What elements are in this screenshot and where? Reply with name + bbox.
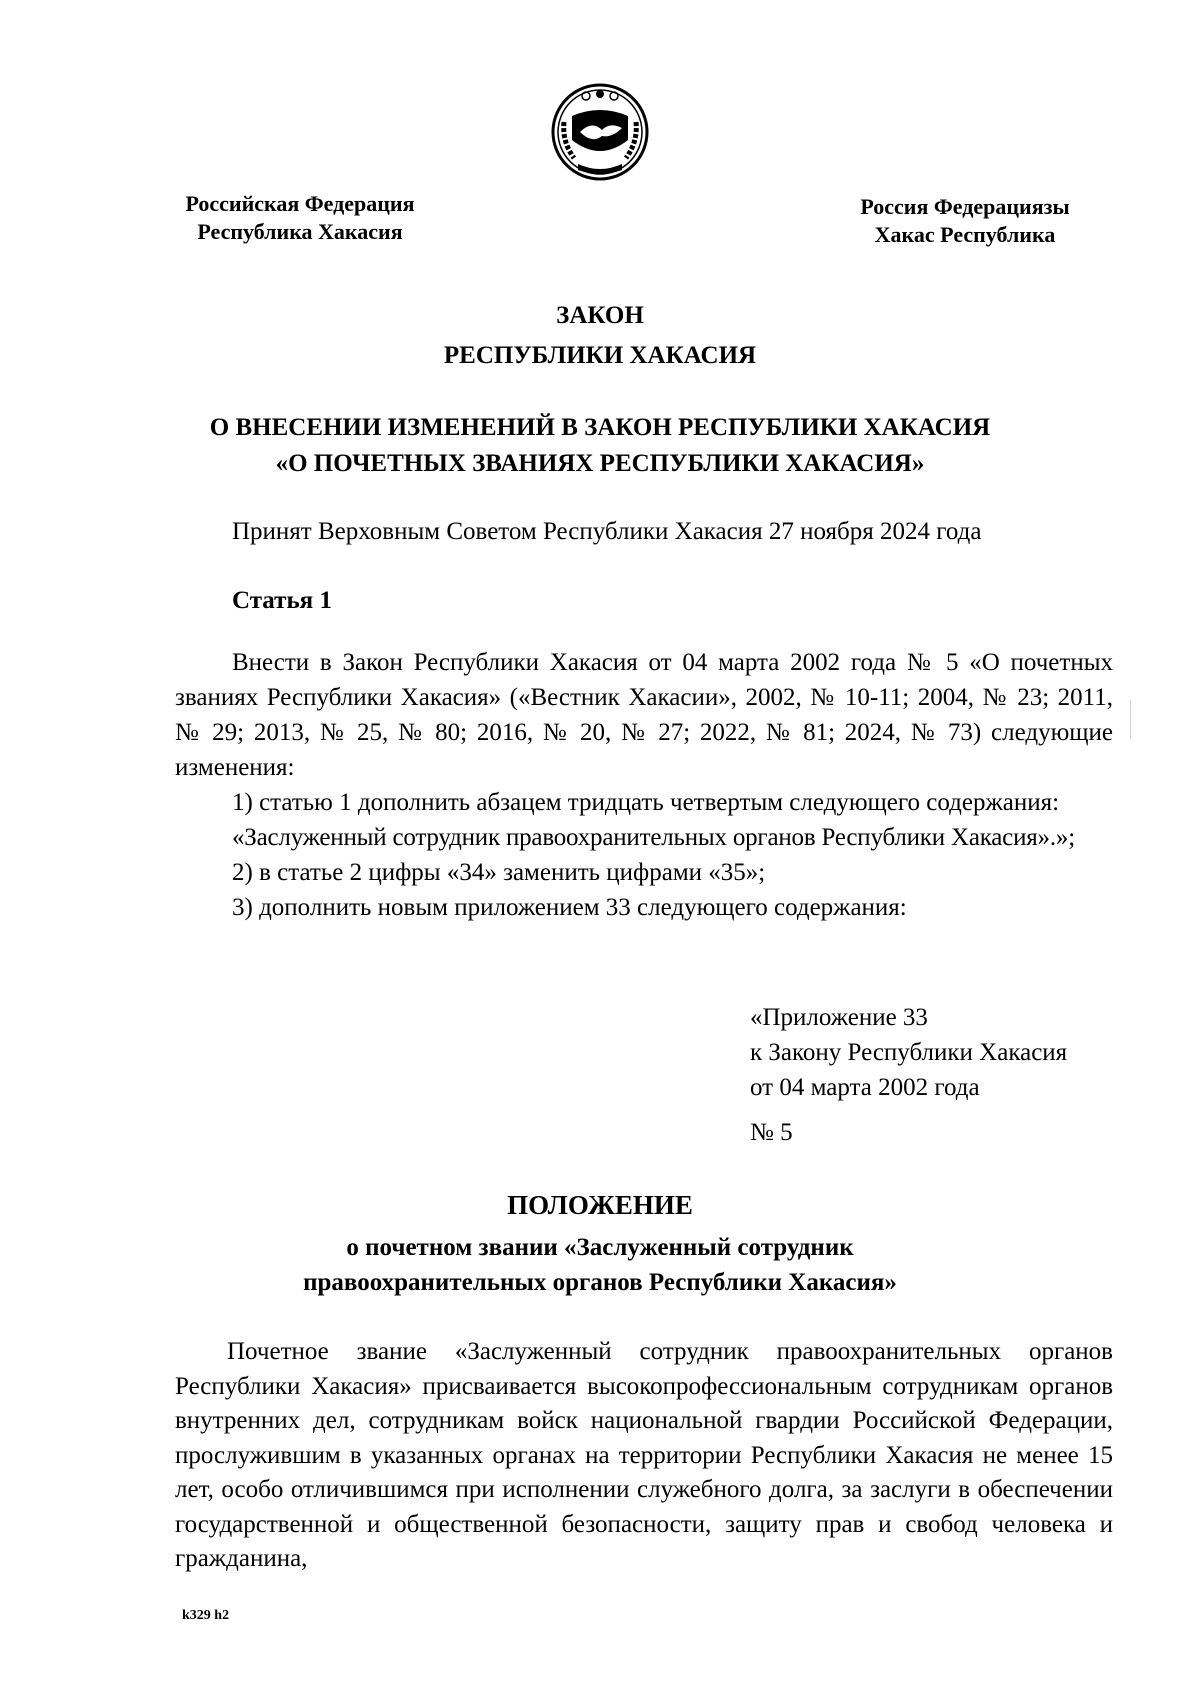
republic-emblem <box>550 82 650 182</box>
margin-mark <box>1130 700 1131 738</box>
header-right-republic: Хакас Республика <box>874 222 1056 247</box>
adoption-statement: Принят Верховным Советом Республики Хакасия 27 ноября 2024 года <box>232 518 982 545</box>
article-intro: Внести в Закон Республики Хакасия от 04 марта 2002 года № 5 «О почетных званиях Республики Хакасия» («Вестник Хакасии», 2002, № 10-11; 2004, № 23; 2011, № 29; 2013, № 25, № 80; 2016, № 20, № 27; 2022, № 81; 2024, № 73) следующие изменения: <box>175 649 1113 781</box>
regulation-subtitle <box>0 1230 1200 1300</box>
law-type-heading <box>0 296 1200 376</box>
appendix-line1: «Приложение 33 <box>750 1004 928 1031</box>
regulation-subtitle-line1: о почетном звании «Заслуженный сотрудник <box>346 1234 854 1261</box>
header-left-block <box>170 190 430 246</box>
appendix-line3: от 04 марта 2002 года <box>750 1074 980 1101</box>
regulation-title: ПОЛОЖЕНИЕ <box>507 1190 693 1220</box>
law-title <box>0 410 1200 482</box>
article-heading: Статья 1 <box>232 587 332 614</box>
regulation-paragraph: Почетное звание «Заслуженный сотрудник правоохранительных органов Республики Хакасия» присваивается высокопрофессиональным сотрудникам органов внутренних дел, сотрудникам войск национальной гвардии Российской Федерации, прослужившим в указанных органах на территории Республики Хакасия не менее 15 лет, особо отличившимся при исполнении служебного долга, за заслуги в обеспечении государственной и общественной безопасности, защиту прав и свобод человека и гражданина, <box>175 1338 1113 1572</box>
header-left-republic: Республика Хакасия <box>197 219 403 244</box>
header-right-block <box>830 193 1100 249</box>
law-type-line1: ЗАКОН <box>556 302 644 329</box>
law-title-line1: О ВНЕСЕНИИ ИЗМЕНЕНИЙ В ЗАКОН РЕСПУБЛИКИ ХАКАСИЯ <box>209 414 991 441</box>
article-item-1: 1) статью 1 дополнить абзацем тридцать четвертым следующего содержания: <box>232 789 1060 816</box>
appendix-line2: к Закону Республики Хакасия <box>750 1039 1068 1066</box>
article-body <box>175 645 1113 925</box>
appendix-line4: № 5 <box>750 1119 793 1146</box>
regulation-body <box>175 1335 1113 1577</box>
header-left-country: Российская Федерация <box>185 191 415 216</box>
header-right-country: Россия Федерациязы <box>860 194 1070 219</box>
regulation-subtitle-line2: правоохранительных органов Республики Хакасия» <box>303 1269 897 1296</box>
document-code: k329 h2 <box>182 1608 230 1623</box>
appendix-reference <box>750 1000 1067 1150</box>
law-type-line2: РЕСПУБЛИКИ ХАКАСИЯ <box>443 342 757 369</box>
law-title-line2: «О ПОЧЕТНЫХ ЗВАНИЯХ РЕСПУБЛИКИ ХАКАСИЯ» <box>275 450 925 477</box>
article-item-1-quote: «Заслуженный сотрудник правоохранительных органов Республики Хакасия».»; <box>232 824 1075 851</box>
article-item-3: 3) дополнить новым приложением 33 следующего содержания: <box>232 894 907 921</box>
article-item-2: 2) в статье 2 цифры «34» заменить цифрами «35»; <box>232 859 766 886</box>
